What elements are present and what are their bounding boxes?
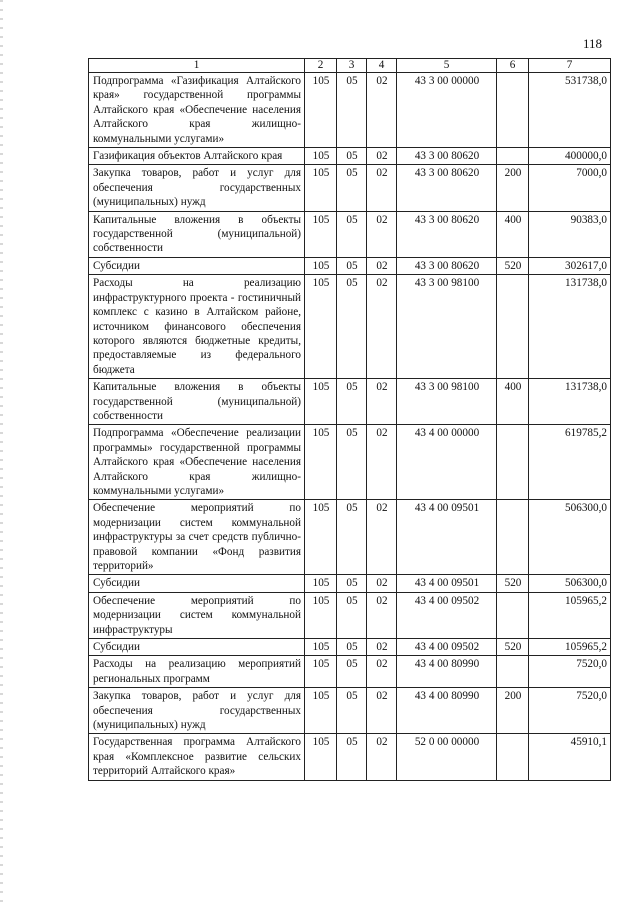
cell-ministry-code: 105: [305, 500, 337, 575]
cell-subsection: 02: [367, 425, 397, 500]
cell-ministry-code: 105: [305, 734, 337, 780]
cell-target-article: 43 3 00 80620: [397, 148, 497, 165]
cell-amount: 506300,0: [529, 575, 611, 592]
cell-subsection: 02: [367, 500, 397, 575]
cell-ministry-code: 105: [305, 211, 337, 257]
cell-section: 05: [337, 211, 367, 257]
cell-ministry-code: 105: [305, 656, 337, 688]
table-row: [89, 592, 611, 638]
cell-expense-type: [497, 73, 529, 148]
table-row: [89, 73, 611, 148]
cell-amount: 105965,2: [529, 639, 611, 656]
cell-subsection: 02: [367, 211, 397, 257]
row-name: Подпрограмма «Газификация Алтайского края» государственной программы Алтайского края «Обеспечение населения Алтайского края жилищно-коммунальными услугами»: [89, 73, 305, 148]
cell-amount: 105965,2: [529, 592, 611, 638]
cell-amount: 7520,0: [529, 656, 611, 688]
row-name: Закупка товаров, работ и услуг для обеспечения государственных (муниципальных) нужд: [89, 688, 305, 734]
header-col-1: 1: [89, 59, 305, 73]
cell-amount: 400000,0: [529, 148, 611, 165]
cell-subsection: 02: [367, 165, 397, 211]
cell-subsection: 02: [367, 734, 397, 780]
cell-target-article: 43 3 00 98100: [397, 379, 497, 425]
cell-subsection: 02: [367, 148, 397, 165]
cell-ministry-code: 105: [305, 73, 337, 148]
table-row: [89, 425, 611, 500]
table-row: [89, 257, 611, 274]
cell-expense-type: [497, 592, 529, 638]
table-row: [89, 379, 611, 425]
header-col-5: 5: [397, 59, 497, 73]
cell-ministry-code: 105: [305, 688, 337, 734]
cell-target-article: 43 4 00 09501: [397, 500, 497, 575]
cell-section: 05: [337, 73, 367, 148]
row-name: Газификация объектов Алтайского края: [89, 148, 305, 165]
cell-amount: 7000,0: [529, 165, 611, 211]
cell-ministry-code: 105: [305, 592, 337, 638]
cell-target-article: 43 4 00 80990: [397, 656, 497, 688]
cell-subsection: 02: [367, 257, 397, 274]
header-col-7: 7: [529, 59, 611, 73]
cell-target-article: 43 4 00 80990: [397, 688, 497, 734]
cell-section: 05: [337, 165, 367, 211]
cell-section: 05: [337, 148, 367, 165]
budget-table: [88, 58, 611, 781]
cell-amount: 302617,0: [529, 257, 611, 274]
table-row: [89, 575, 611, 592]
cell-target-article: 43 3 00 80620: [397, 257, 497, 274]
cell-ministry-code: 105: [305, 575, 337, 592]
cell-expense-type: 200: [497, 165, 529, 211]
row-name: Государственная программа Алтайского края «Комплексное развитие сельских территорий Алтайского края»: [89, 734, 305, 780]
cell-amount: 619785,2: [529, 425, 611, 500]
page-number: 118: [582, 36, 602, 51]
cell-section: 05: [337, 275, 367, 379]
cell-subsection: 02: [367, 73, 397, 148]
cell-subsection: 02: [367, 275, 397, 379]
cell-ministry-code: 105: [305, 148, 337, 165]
cell-section: 05: [337, 257, 367, 274]
cell-target-article: 43 3 00 80620: [397, 165, 497, 211]
row-name: Субсидии: [89, 575, 305, 592]
cell-section: 05: [337, 592, 367, 638]
header-col-2: 2: [305, 59, 337, 73]
cell-amount: 131738,0: [529, 275, 611, 379]
cell-section: 05: [337, 425, 367, 500]
cell-expense-type: [497, 656, 529, 688]
table-row: [89, 148, 611, 165]
cell-section: 05: [337, 734, 367, 780]
cell-expense-type: 520: [497, 575, 529, 592]
cell-amount: 7520,0: [529, 688, 611, 734]
cell-ministry-code: 105: [305, 379, 337, 425]
cell-ministry-code: 105: [305, 257, 337, 274]
cell-subsection: 02: [367, 656, 397, 688]
cell-target-article: 43 4 00 09502: [397, 592, 497, 638]
row-name: Расходы на реализацию мероприятий региональных программ: [89, 656, 305, 688]
cell-amount: 506300,0: [529, 500, 611, 575]
cell-section: 05: [337, 688, 367, 734]
row-name: Закупка товаров, работ и услуг для обеспечения государственных (муниципальных) нужд: [89, 165, 305, 211]
cell-amount: 45910,1: [529, 734, 611, 780]
cell-amount: 531738,0: [529, 73, 611, 148]
cell-subsection: 02: [367, 639, 397, 656]
cell-amount: 90383,0: [529, 211, 611, 257]
cell-target-article: 43 4 00 00000: [397, 425, 497, 500]
cell-expense-type: 520: [497, 639, 529, 656]
cell-expense-type: [497, 500, 529, 575]
cell-target-article: 43 3 00 80620: [397, 211, 497, 257]
row-name: Обеспечение мероприятий по модернизации систем коммунальной инфраструктуры за счет средств публично-правовой компании «Фонд развития территорий»: [89, 500, 305, 575]
cell-section: 05: [337, 575, 367, 592]
scan-edge-artifact: [0, 0, 3, 904]
table-row: [89, 211, 611, 257]
row-name: Субсидии: [89, 257, 305, 274]
table-row: [89, 165, 611, 211]
table-row: [89, 639, 611, 656]
row-name: Капитальные вложения в объекты государственной (муниципальной) собственности: [89, 211, 305, 257]
cell-target-article: 52 0 00 00000: [397, 734, 497, 780]
cell-target-article: 43 4 00 09501: [397, 575, 497, 592]
cell-expense-type: 520: [497, 257, 529, 274]
cell-expense-type: [497, 275, 529, 379]
cell-target-article: 43 3 00 98100: [397, 275, 497, 379]
cell-subsection: 02: [367, 379, 397, 425]
cell-amount: 131738,0: [529, 379, 611, 425]
cell-section: 05: [337, 500, 367, 575]
cell-subsection: 02: [367, 575, 397, 592]
cell-expense-type: 200: [497, 688, 529, 734]
header-col-6: 6: [497, 59, 529, 73]
cell-section: 05: [337, 639, 367, 656]
row-name: Подпрограмма «Обеспечение реализации программы» государственной программы Алтайского края «Обеспечение населения Алтайского края жилищно-коммунальными услугами»: [89, 425, 305, 500]
table-row: [89, 688, 611, 734]
row-name: Обеспечение мероприятий по модернизации систем коммунальной инфраструктуры: [89, 592, 305, 638]
row-name: Субсидии: [89, 639, 305, 656]
cell-expense-type: [497, 734, 529, 780]
cell-section: 05: [337, 379, 367, 425]
header-col-3: 3: [337, 59, 367, 73]
row-name: Капитальные вложения в объекты государственной (муниципальной) собственности: [89, 379, 305, 425]
cell-subsection: 02: [367, 688, 397, 734]
cell-expense-type: 400: [497, 211, 529, 257]
cell-target-article: 43 4 00 09502: [397, 639, 497, 656]
cell-ministry-code: 105: [305, 425, 337, 500]
row-name: Расходы на реализацию инфраструктурного проекта - гостиничный комплекс с казино в Алтайском районе, источником финансового обеспечения которого являются бюджетные кредиты, предоставляемые из федерального бюджета: [89, 275, 305, 379]
header-col-4: 4: [367, 59, 397, 73]
cell-expense-type: [497, 425, 529, 500]
cell-expense-type: 400: [497, 379, 529, 425]
cell-ministry-code: 105: [305, 165, 337, 211]
table-header-row: [89, 59, 611, 73]
table-row: [89, 734, 611, 780]
table-row: [89, 656, 611, 688]
cell-expense-type: [497, 148, 529, 165]
table-row: [89, 275, 611, 379]
table-row: [89, 500, 611, 575]
cell-section: 05: [337, 656, 367, 688]
cell-ministry-code: 105: [305, 275, 337, 379]
cell-subsection: 02: [367, 592, 397, 638]
cell-target-article: 43 3 00 00000: [397, 73, 497, 148]
cell-ministry-code: 105: [305, 639, 337, 656]
